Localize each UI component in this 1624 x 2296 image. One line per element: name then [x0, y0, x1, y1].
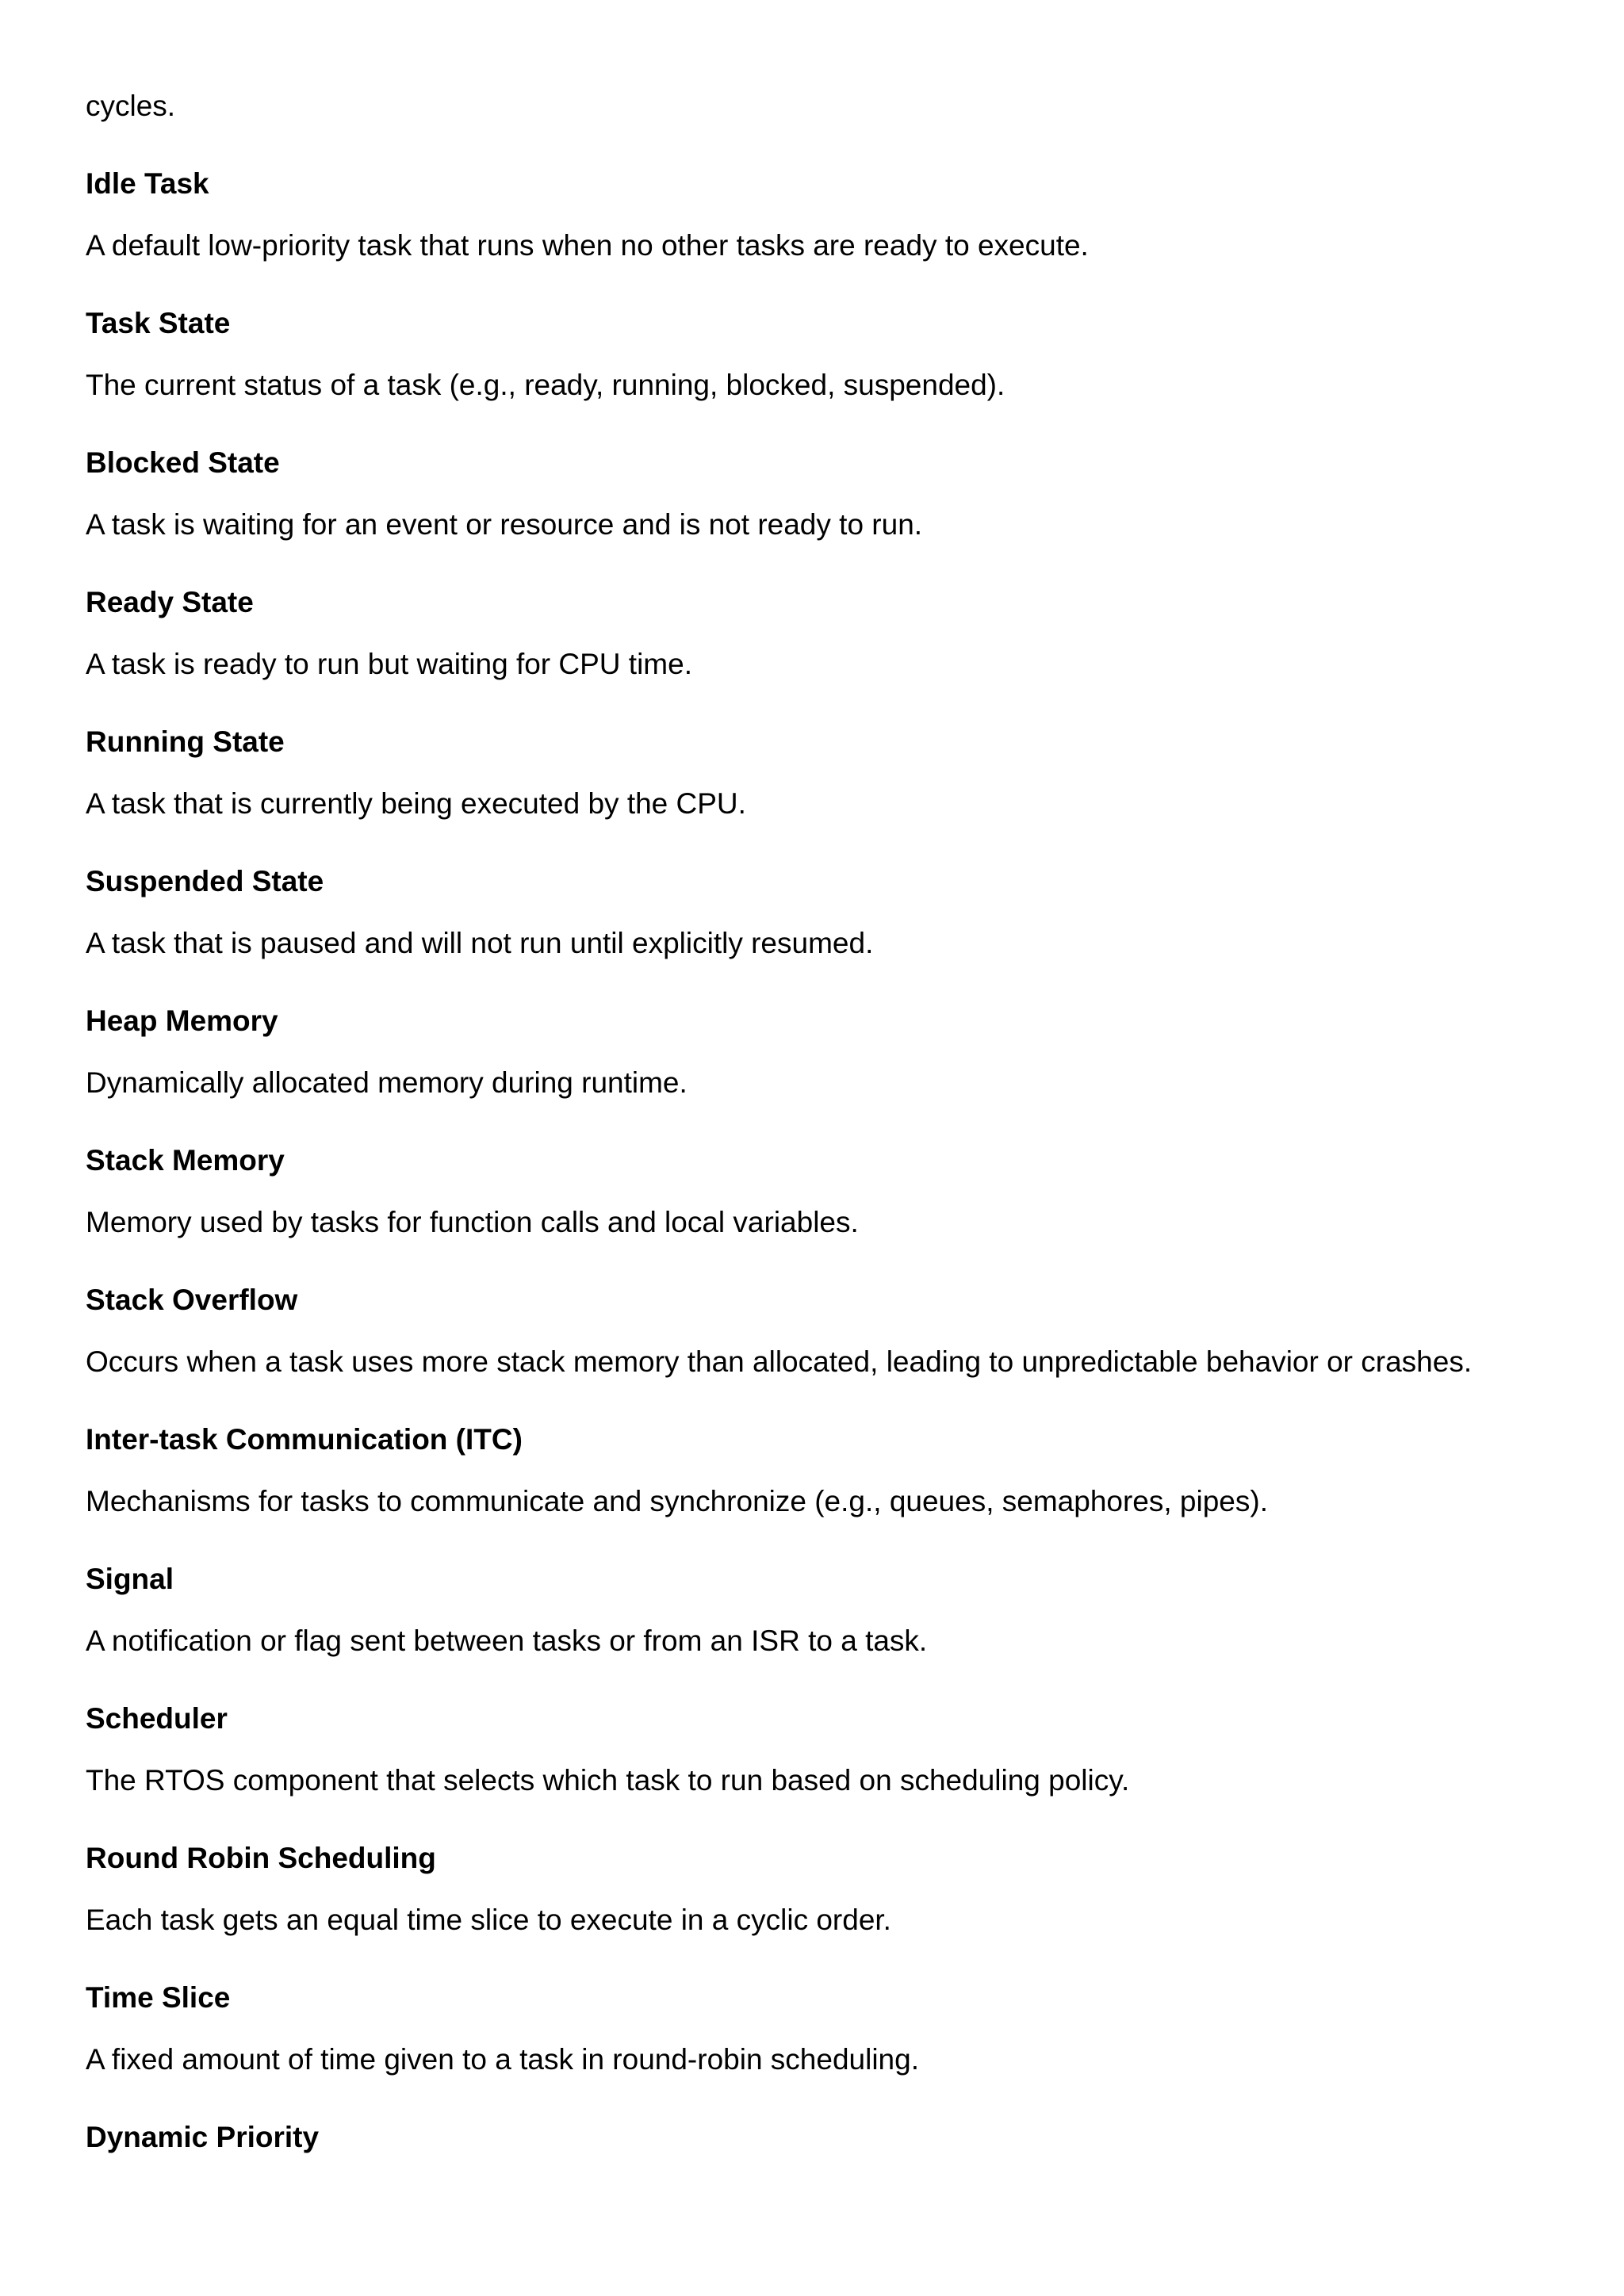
glossary-entry: [86, 584, 1592, 723]
glossary-term: Task State: [86, 307, 231, 339]
glossary-entry: [86, 304, 1592, 444]
glossary-term: Inter-task Communication (ITC): [86, 1423, 523, 1456]
glossary-definition: A task that is paused and will not run until explicitly resumed.: [86, 927, 874, 959]
glossary-entry: [86, 1700, 1592, 1839]
glossary-definition: Each task gets an equal time slice to execute in a cyclic order.: [86, 1904, 891, 1936]
glossary-entry: [86, 1002, 1592, 1142]
glossary-entry: [86, 1421, 1592, 1560]
glossary-entry: [86, 1142, 1592, 1281]
glossary-entry: [86, 1560, 1592, 1700]
glossary-definition: A task that is currently being executed by the CPU.: [86, 787, 746, 820]
glossary-entry: [86, 1281, 1592, 1421]
glossary-term: Ready State: [86, 586, 254, 618]
glossary-definition: Occurs when a task uses more stack memory than allocated, leading to unpredictable behavior or crashes.: [86, 1345, 1473, 1378]
glossary-entry: [86, 444, 1592, 584]
glossary-definition: A default low-priority task that runs when no other tasks are ready to execute.: [86, 229, 1089, 262]
continuation-text: cycles.: [86, 90, 176, 122]
glossary-term: Heap Memory: [86, 1004, 278, 1037]
glossary-term: Time Slice: [86, 1981, 231, 2014]
glossary-definition: Mechanisms for tasks to communicate and synchronize (e.g., queues, semaphores, pipes).: [86, 1485, 1268, 1517]
glossary-term: Idle Task: [86, 167, 209, 200]
glossary-entry: [86, 863, 1592, 1002]
glossary-term: Dynamic Priority: [86, 2121, 320, 2153]
glossary-definition: The RTOS component that selects which task to run based on scheduling policy.: [86, 1764, 1130, 1797]
glossary-entry: [86, 1979, 1592, 2118]
glossary-term: Blocked State: [86, 446, 280, 479]
glossary-entry: [86, 2118, 1592, 2258]
glossary-term: Stack Overflow: [86, 1284, 298, 1316]
glossary-term: Signal: [86, 1563, 174, 1595]
glossary-term: Stack Memory: [86, 1144, 285, 1177]
glossary-definition: A task is waiting for an event or resource and is not ready to run.: [86, 508, 923, 541]
glossary-entry: [86, 723, 1592, 863]
glossary-definition: Memory used by tasks for function calls and local variables.: [86, 1206, 859, 1238]
glossary-term: Scheduler: [86, 1702, 228, 1735]
glossary-term: Suspended State: [86, 865, 324, 897]
glossary-definition: A notification or flag sent between tasks or from an ISR to a task.: [86, 1624, 928, 1657]
glossary-entry: [86, 1839, 1592, 1979]
glossary-list: [86, 165, 1592, 2258]
glossary-definition: The current status of a task (e.g., ready, running, blocked, suspended).: [86, 369, 1005, 401]
glossary-definition: A task is ready to run but waiting for CPU time.: [86, 648, 692, 680]
glossary-term: Running State: [86, 725, 285, 758]
glossary-definition: A fixed amount of time given to a task in round-robin scheduling.: [86, 2043, 919, 2076]
glossary-definition: Dynamically allocated memory during runtime.: [86, 1066, 688, 1099]
glossary-term: Round Robin Scheduling: [86, 1842, 436, 1874]
glossary-entry: [86, 165, 1592, 304]
